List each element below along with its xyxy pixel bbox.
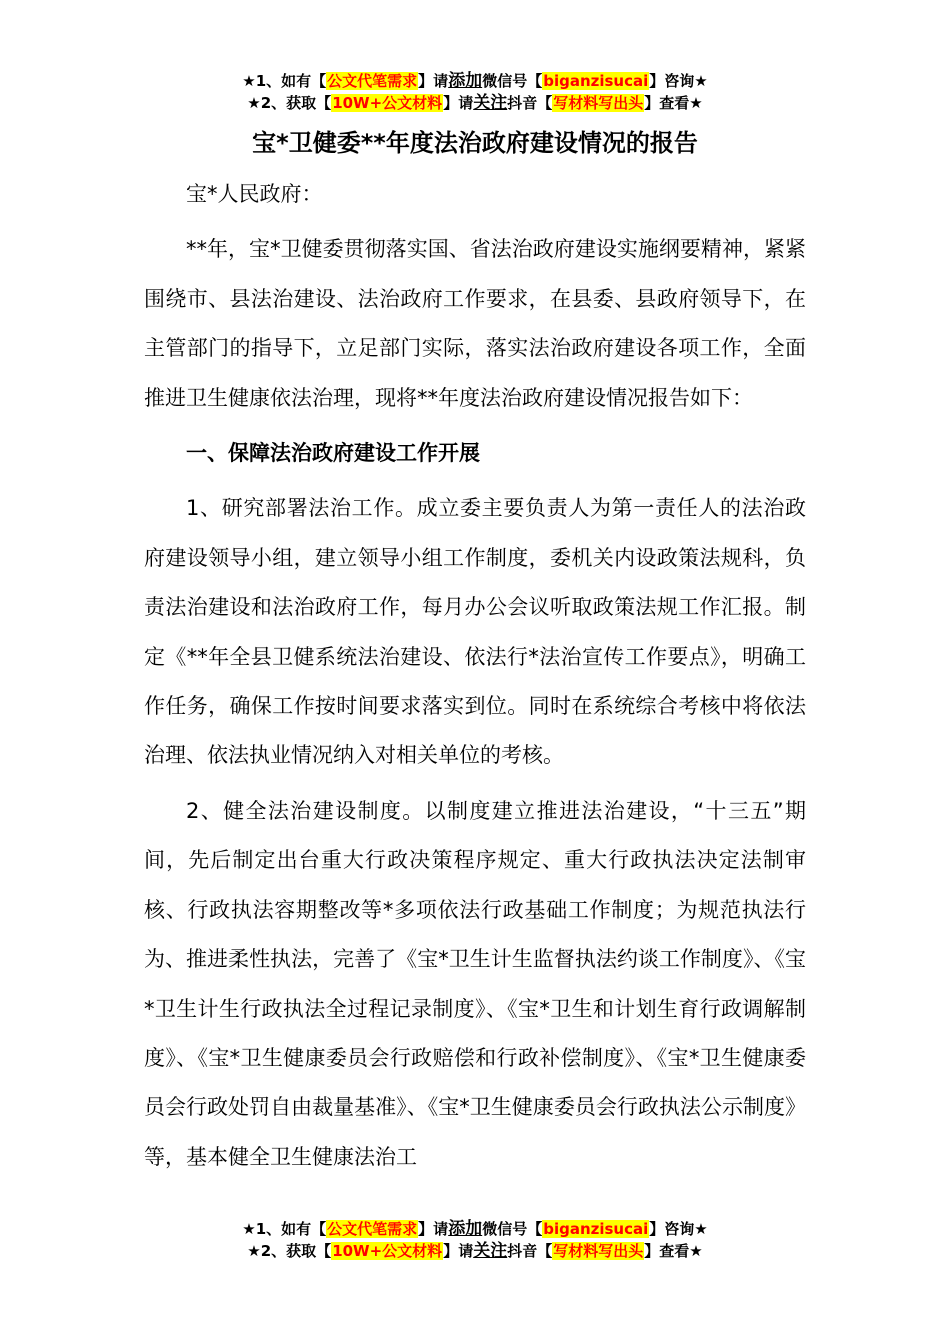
banner-line-1: ★1、如有【公文代笔需求】请添加微信号【biganzisucai】咨询★ (242, 71, 708, 91)
intro-paragraph: **年，宝*卫健委贯彻落实国、省法治政府建设实施纲要精神，紧紧围绕市、县法治建设、法治政府工作要求，在县委、县政府领导下，在主管部门的指导下，立足部门实际，落实法治政府建设各项工作，全面推进卫生健康依法治理，现将**年度法治政府建设情况报告如下： (144, 237, 806, 410)
highlight-wechat-id: biganzisucai (543, 72, 649, 90)
highlight-douyin: 写材料写出头 (553, 94, 644, 112)
highlight-wechat-id: biganzisucai (543, 1220, 649, 1238)
footer-banner (0, 1218, 950, 1262)
star-icon: ★ (242, 72, 256, 90)
paragraph-item-1: 1、研究部署法治工作。成立委主要负责人为第一责任人的法治政府建设领导小组，建立领导小组工作制度，委机关内设政策法规科，负责法治建设和法治政府工作，每月办公会议听取政策法规工作汇报。制定《**年全县卫健系统法治建设、依法行*法治宣传工作要点》，明确工作任务，确保工作按时间要求落实到位。同时在系统综合考核中将依法治理、依法执业情况纳入对相关单位的考核。 (144, 496, 806, 768)
highlight-douyin: 写材料写出头 (553, 1242, 644, 1260)
star-icon: ★ (242, 1220, 256, 1238)
footer-line-1: ★1、如有【公文代笔需求】请添加微信号【biganzisucai】咨询★ (242, 1219, 708, 1239)
header-banner (0, 70, 950, 114)
salutation: 宝*人民政府： (186, 182, 323, 206)
document-title: 宝*卫健委**年度法治政府建设情况的报告 (252, 129, 698, 157)
paragraph-item-2: 2、健全法治建设制度。以制度建立推进法治建设，“十三五”期间，先后制定出台重大行政决策程序规定、重大行政执法决定法制审核、行政执法容期整改等*多项依法行政基础工作制度；为规范执法行为、推进柔性执法，完善了《宝*卫生计生监督执法约谈工作制度》、《宝*卫生计生行政执法全过程记录制度》、《宝*卫生和计划生育行政调解制度》、《宝*卫生健康委员会行政赔偿和行政补偿制度》、《宝*卫生健康委员会行政处罚自由裁量基准》、《宝*卫生健康委员会行政执法公示制度》等，基本健全卫生健康法治工 (144, 798, 806, 1169)
highlight-service: 公文代笔需求 (327, 72, 418, 90)
footer-line-2: ★2、获取【10W+公文材料】请关注抖音【写材料写出头】查看★ (247, 1241, 703, 1261)
highlight-materials: 10W+公文材料 (332, 1242, 443, 1260)
document-body (144, 170, 806, 1182)
highlight-materials: 10W+公文材料 (332, 94, 443, 112)
section-heading-1: 一、保障法治政府建设工作开展 (186, 441, 480, 466)
highlight-service: 公文代笔需求 (327, 1220, 418, 1238)
banner-line-2: ★2、获取【10W+公文材料】请关注抖音【写材料写出头】查看★ (247, 93, 703, 113)
